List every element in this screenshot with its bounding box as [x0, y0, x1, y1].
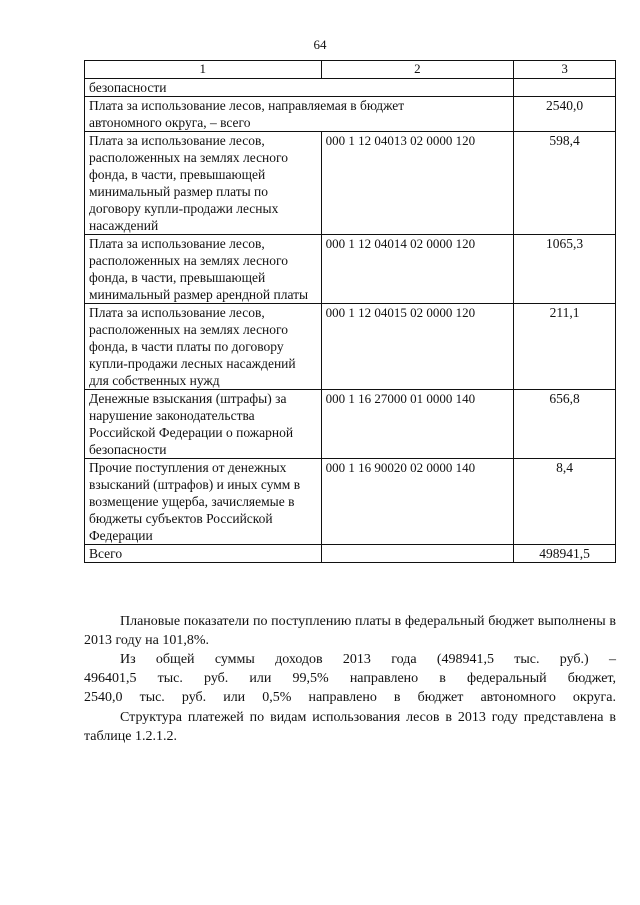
row-name: Прочие поступления от денежных взысканий (штрафов) и иных сумм в возмещение ущерба, зачисляемые в бюджеты субъектов Российской Федерации [85, 459, 322, 545]
header-cell: 3 [514, 61, 616, 79]
row-code: 000 1 16 27000 01 0000 140 [321, 390, 514, 459]
row-name: Плата за использование лесов, расположенных на землях лесного фонда, в части, превышающей минимальный размер платы по договору купли-продажи лесных насаждений [85, 132, 322, 235]
paragraph-structure: Структура платежей по видам использования лесов в 2013 году представлена в таблице 1.2.1.2. [84, 710, 616, 744]
row-name: Денежные взыскания (штрафы) за нарушение законодательства Российской Федерации о пожарной безопасности [85, 390, 322, 459]
table-row [85, 79, 616, 97]
page-number: 64 [313, 37, 327, 52]
row-code [321, 545, 514, 563]
row-value: 656,8 [514, 390, 616, 459]
table-row [85, 390, 616, 459]
paragraph-summary [84, 650, 616, 707]
table-row [85, 132, 616, 235]
row-code: 000 1 12 04014 02 0000 120 [321, 235, 514, 304]
row-code: 000 1 12 04013 02 0000 120 [321, 132, 514, 235]
row-code: 000 1 12 04015 02 0000 120 [321, 304, 514, 390]
revenue-table [84, 60, 616, 563]
table-row [85, 304, 616, 390]
row-value: 211,1 [514, 304, 616, 390]
row-value: 8,4 [514, 459, 616, 545]
table-row [85, 459, 616, 545]
row-name: Всего [85, 545, 322, 563]
row-code: 000 1 16 90020 02 0000 140 [321, 459, 514, 545]
row-value: 2540,0 [514, 97, 616, 132]
paragraph-plan: Плановые показатели по поступлению платы в федеральный бюджет выполнены в 2013 году на 101,8%. [84, 614, 616, 648]
table-row [85, 235, 616, 304]
summary-line: 2540,0 тыс. руб. или 0,5% направлено в бюджет автономного округа. [84, 690, 616, 705]
row-name: Плата за использование лесов, расположенных на землях лесного фонда, в части, превышающей минимальный размер арендной платы [85, 235, 322, 304]
table-header-row [85, 61, 616, 79]
row-name: Плата за использование лесов, расположенных на землях лесного фонда, в части платы по договору купли-продажи лесных насаждений для собственных нужд [85, 304, 322, 390]
table-total-row [85, 545, 616, 563]
summary-line: Из общей суммы доходов 2013 года (498941,5 тыс. руб.) – [120, 652, 616, 667]
row-name: безопасности [85, 79, 514, 97]
row-value [514, 79, 616, 97]
row-name: Плата за использование лесов, направляемая в бюджет автономного округа, – всего [85, 97, 514, 132]
header-cell: 2 [321, 61, 514, 79]
header-cell: 1 [85, 61, 322, 79]
row-value: 1065,3 [514, 235, 616, 304]
summary-line: 496401,5 тыс. руб. или 99,5% направлено в федеральный бюджет, [84, 671, 616, 686]
row-value: 598,4 [514, 132, 616, 235]
table-row [85, 97, 616, 132]
row-value: 498941,5 [514, 545, 616, 563]
